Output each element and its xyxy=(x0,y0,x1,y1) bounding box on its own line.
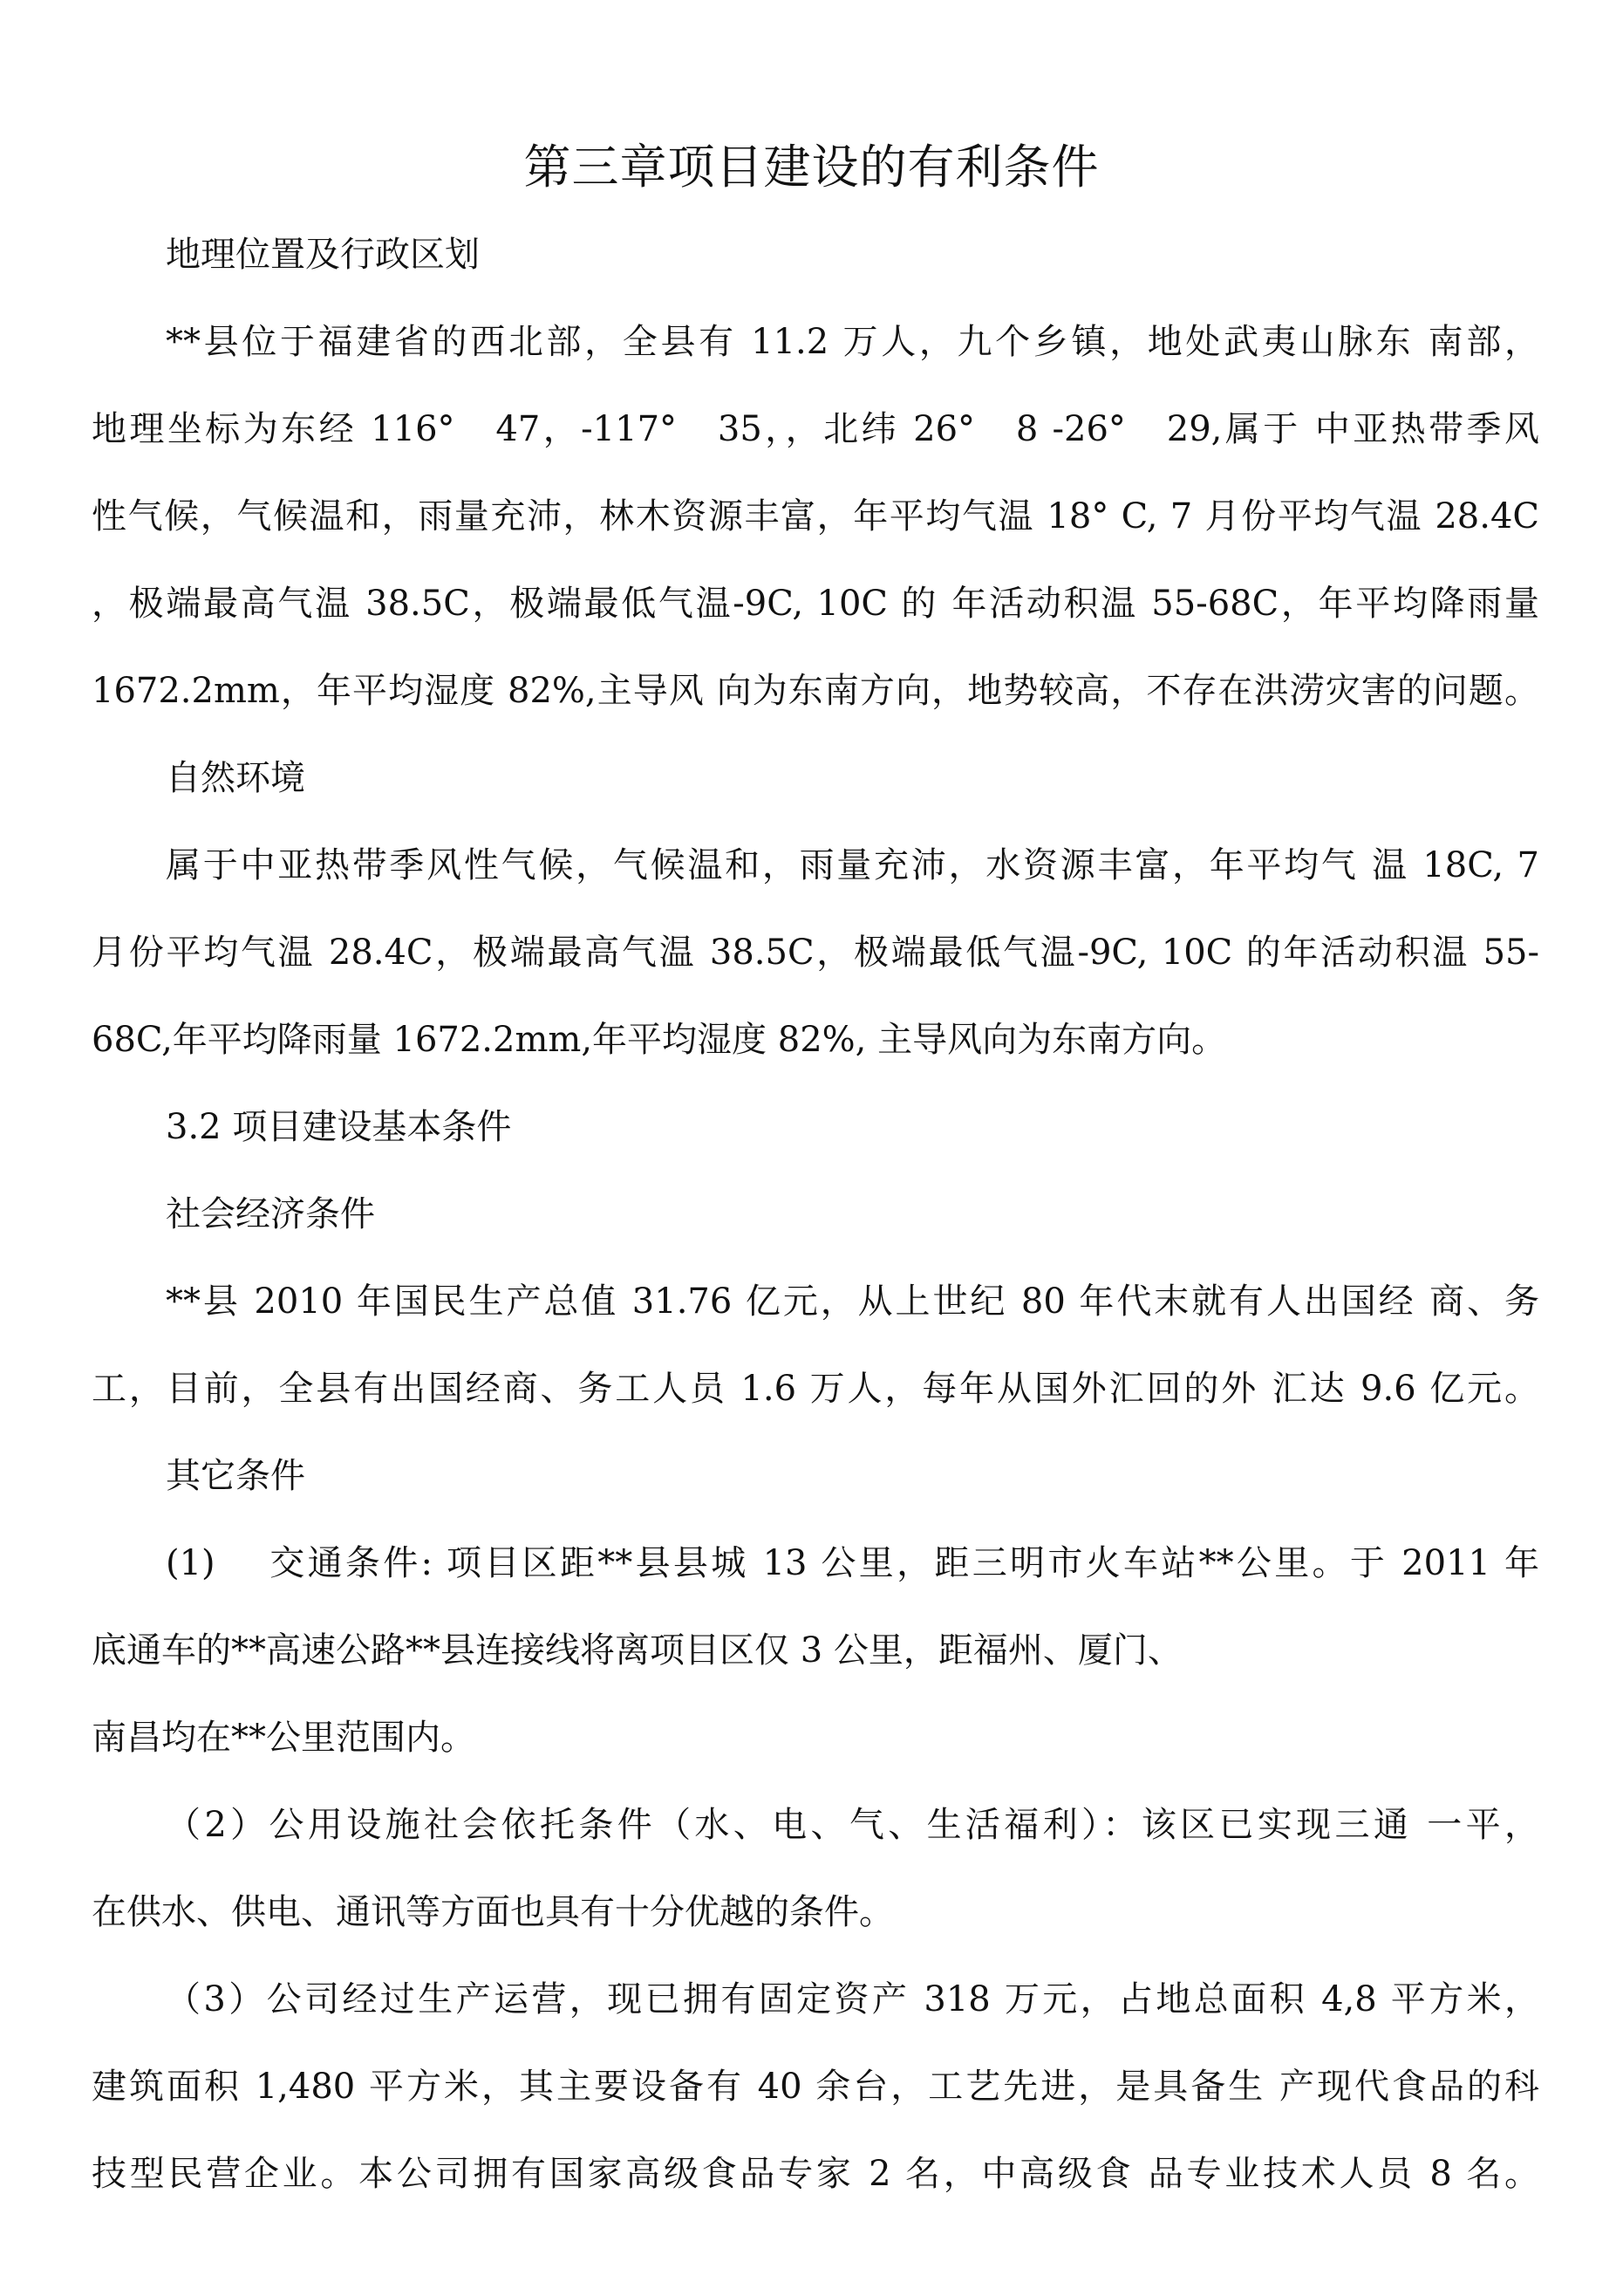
list-item-line: 在供水、供电、通讯等方面也具有十分优越的条件。 xyxy=(92,1892,894,1932)
paragraph-line: 属于中亚热带季风性气候，气候温和，雨量充沛，水资源丰富，年平均气 温 18C, 7 xyxy=(166,845,1539,885)
paragraph-line: 地理坐标为东经 116° 47，-117° 35，，北纬 26° 8 -26° 29,属于 中亚热带季风 xyxy=(92,409,1539,449)
paragraph-line: 1672.2mm，年平均湿度 82%,主导风 向为东南方向，地势较高，不存在洪涝灾害的问题。 xyxy=(92,671,1539,711)
paragraph-line: 月份平均气温 28.4C，极端最高气温 38.5C，极端最低气温-9C, 10C 的年活动积温 55- xyxy=(92,933,1539,973)
list-item-line: 建筑面积 1,480 平方米，其主要设备有 40 余台，工艺先进，是具备生 产现代食品的科 xyxy=(92,2067,1539,2107)
paragraph-line: 性气候，气候温和，雨量充沛，林木资源丰富，年平均气温 18° C, 7 月份平均气温 28.4C xyxy=(92,496,1539,536)
section-heading-nature: 自然环境 xyxy=(166,758,305,798)
paragraph-line: **县 2010 年国民生产总值 31.76 亿元，从上世纪 80 年代末就有人出国经 商、务 xyxy=(166,1281,1539,1322)
section-heading-socio: 社会经济条件 xyxy=(166,1194,375,1234)
paragraph-line: ，极端最高气温 38.5C，极端最低气温-9C, 10C 的 年活动积温 55-68C，年平均降雨量 xyxy=(92,584,1539,624)
paragraph-line: **县位于福建省的西北部，全县有 11.2 万人，九个乡镇，地处武夷山脉东 南部， xyxy=(166,322,1539,362)
chapter-title: 第三章项目建设的有利条件 xyxy=(523,140,1100,195)
list-item-line: 底通车的**高速公路**县连接线将离项目区仅 3 公里，距福州、厦门、 xyxy=(92,1630,1183,1671)
list-item-line: (1) 交通条件: 项目区距**县县城 13 公里，距三明市火车站**公里。于 2011 年 xyxy=(166,1543,1539,1583)
section-heading-basic: 3.2 项目建设基本条件 xyxy=(166,1107,512,1147)
list-item-line: （2）公用设施社会依托条件（水、电、气、生活福利）：该区已实现三通 一平， xyxy=(166,1805,1539,1845)
paragraph-line: 工，目前，全县有出国经商、务工人员 1.6 万人，每年从国外汇回的外 汇达 9.6 亿元。 xyxy=(92,1369,1539,1409)
section-heading-other: 其它条件 xyxy=(166,1456,305,1496)
section-heading-geography: 地理位置及行政区划 xyxy=(166,235,480,275)
list-item-line: 技型民营企业。本公司拥有国家高级食品专家 2 名，中高级食 品专业技术人员 8 名。 xyxy=(92,2154,1539,2194)
paragraph-line: 68C,年平均降雨量 1672.2mm,年平均湿度 82%, 主导风向为东南方向。 xyxy=(92,1020,1227,1060)
list-item-line: 南昌均在**公里范围内。 xyxy=(92,1718,475,1758)
list-item-line: （3）公司经过生产运营，现已拥有固定资产 318 万元，占地总面积 4,8 平方米， xyxy=(166,1979,1539,2019)
